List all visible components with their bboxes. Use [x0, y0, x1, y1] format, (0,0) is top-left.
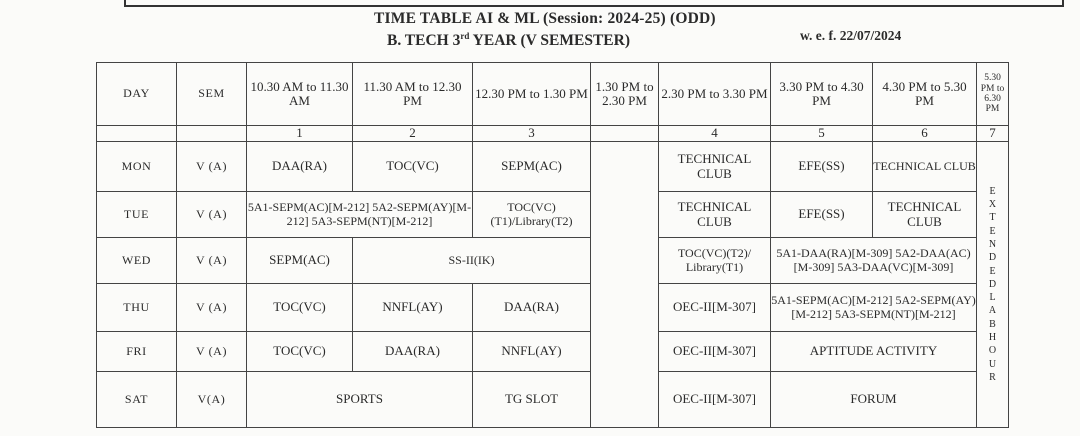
batch-class-cell: 5A1-DAA(RA)[M-309] 5A2-DAA(AC)[M-309] 5A3-DAA(VC)[M-309] — [771, 238, 977, 284]
class-cell: TECHNICAL CLUB — [659, 192, 771, 238]
class-cell: TG SLOT — [473, 372, 591, 428]
class-cell: DAA(RA) — [247, 142, 353, 192]
class-cell: TOC(VC) — [247, 284, 353, 332]
table-row-thu — [97, 284, 1009, 332]
col-header-sem: SEM — [177, 63, 247, 126]
sem-cell: V (A) — [177, 142, 247, 192]
sem-cell: V(A) — [177, 372, 247, 428]
effective-date: w. e. f. 22/07/2024 — [800, 28, 902, 43]
batch-class-cell: 5A1-SEPM(AC)[M-212] 5A2-SEPM(AY)[M-212] 5A3-SEPM(NT)[M-212] — [247, 192, 473, 238]
top-frame — [124, 0, 1064, 7]
col-header-day: DAY — [97, 63, 177, 126]
table-row-wed — [97, 238, 1009, 284]
class-cell: NNFL(AY) — [473, 332, 591, 372]
class-cell: EFE(SS) — [771, 192, 873, 238]
class-cell: OEC-II[M-307] — [659, 332, 771, 372]
batch-class-cell: 5A1-SEPM(AC)[M-212] 5A2-SEPM(AY)[M-212] 5A3-SEPM(NT)[M-212] — [771, 284, 977, 332]
extended-lab-hour-text: EXTENDED LAB HOUR — [988, 185, 997, 383]
slot-number-2: 2 — [353, 126, 473, 142]
col-header-slot-4: 2.30 PM to 3.30 PM — [659, 63, 771, 126]
col-header-slot-5: 3.30 PM to 4.30 PM — [771, 63, 873, 126]
col-header-slot-6: 4.30 PM to 5.30 PM — [873, 63, 977, 126]
class-cell: SS-II(IK) — [353, 238, 591, 284]
sem-cell: V (A) — [177, 192, 247, 238]
class-cell: SEPM(AC) — [473, 142, 591, 192]
col-header-slot-7: 5.30 PM to 6.30 PM — [977, 63, 1009, 126]
class-cell: SPORTS — [247, 372, 473, 428]
class-cell: TOC(VC) — [247, 332, 353, 372]
day-cell: TUE — [97, 192, 177, 238]
subtitle-year: B. TECH 3 — [387, 32, 461, 50]
day-cell: FRI — [97, 332, 177, 372]
lunch-break-cell — [591, 142, 659, 428]
class-cell: TECHNICAL CLUB — [873, 192, 977, 238]
class-cell: TOC(VC)(T1)/Library(T2) — [473, 192, 591, 238]
class-cell: DAA(RA) — [353, 332, 473, 372]
col-header-slot-1: 10.30 AM to 11.30 AM — [247, 63, 353, 126]
slot-number-6: 6 — [873, 126, 977, 142]
slot-number-blank — [97, 126, 177, 142]
table-row-mon — [97, 142, 1009, 192]
day-cell: THU — [97, 284, 177, 332]
col-header-slot-3: 12.30 PM to 1.30 PM — [473, 63, 591, 126]
table-row-tue — [97, 192, 1009, 238]
slot-number-5: 5 — [771, 126, 873, 142]
slot-number-row — [97, 126, 1009, 142]
class-cell: TOC(VC)(T2)/ Library(T1) — [659, 238, 771, 284]
class-cell: OEC-II[M-307] — [659, 372, 771, 428]
class-cell: APTITUDE ACTIVITY — [771, 332, 977, 372]
class-cell: FORUM — [771, 372, 977, 428]
slot-number-blank — [177, 126, 247, 142]
page-subtitle — [387, 31, 630, 50]
slot-number-3: 3 — [473, 126, 591, 142]
extended-lab-hour-cell — [977, 142, 1009, 428]
day-cell: WED — [97, 238, 177, 284]
class-cell: TOC(VC) — [353, 142, 473, 192]
class-cell: DAA(RA) — [473, 284, 591, 332]
class-cell: NNFL(AY) — [353, 284, 473, 332]
class-cell: EFE(SS) — [771, 142, 873, 192]
class-cell: TECHNICAL CLUB — [873, 142, 977, 192]
class-cell: SEPM(AC) — [247, 238, 353, 284]
day-cell: SAT — [97, 372, 177, 428]
header-row — [97, 63, 1009, 126]
class-cell: OEC-II[M-307] — [659, 284, 771, 332]
col-header-slot-2: 11.30 AM to 12.30 PM — [353, 63, 473, 126]
sem-cell: V (A) — [177, 238, 247, 284]
timetable — [96, 62, 1009, 428]
col-header-slot-lunch: 1.30 PM to 2.30 PM — [591, 63, 659, 126]
table-row-fri — [97, 332, 1009, 372]
class-cell: TECHNICAL CLUB — [659, 142, 771, 192]
page-title: TIME TABLE AI & ML (Session: 2024-25) (ODD) — [374, 10, 716, 27]
sem-cell: V (A) — [177, 332, 247, 372]
table-row-sat — [97, 372, 1009, 428]
subtitle-sup: rd — [460, 31, 470, 41]
slot-number-1: 1 — [247, 126, 353, 142]
slot-number-4: 4 — [659, 126, 771, 142]
day-cell: MON — [97, 142, 177, 192]
slot-number-7: 7 — [977, 126, 1009, 142]
subtitle-semester: YEAR (V SEMESTER) — [469, 32, 630, 50]
slot-number-lunch — [591, 126, 659, 142]
sem-cell: V (A) — [177, 284, 247, 332]
